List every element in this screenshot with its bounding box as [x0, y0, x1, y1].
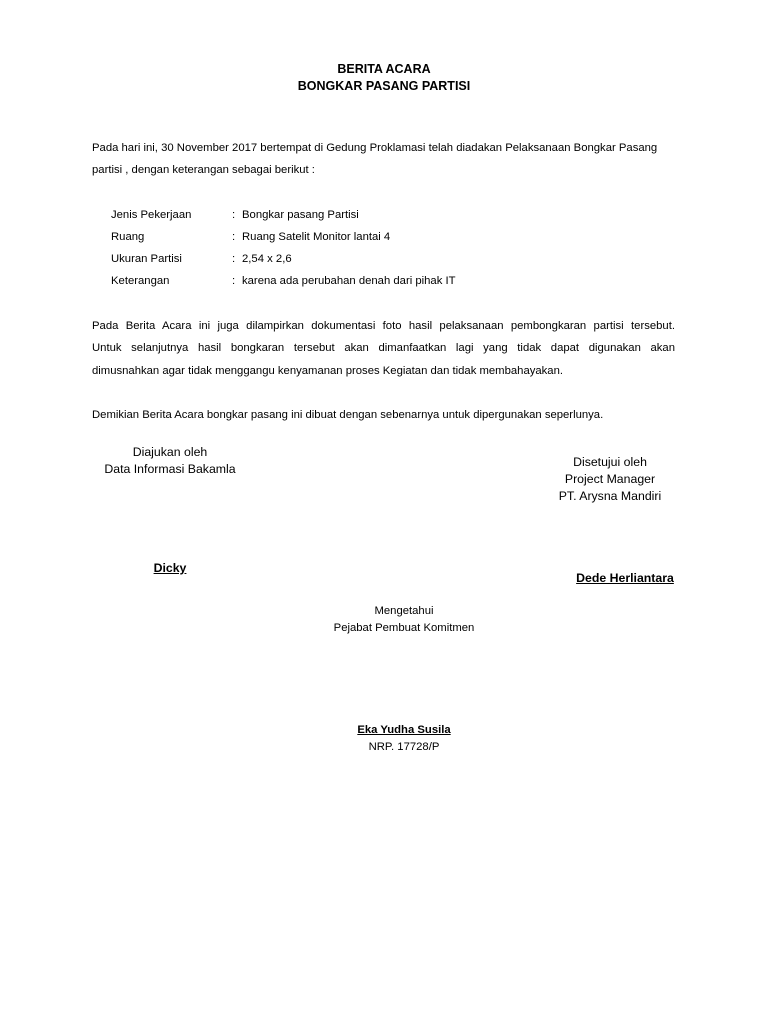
detail-colon: : [232, 275, 236, 287]
body-paragraph [92, 315, 675, 382]
document-subtitle: BONGKAR PASANG PARTISI [297, 79, 471, 93]
detail-label: Ukuran Partisi [111, 253, 182, 265]
document-title: BERITA ACARA [337, 62, 431, 76]
left-sign-organization: Data Informasi Bakamla [104, 462, 236, 476]
center-signatory [0, 722, 768, 756]
left-sign-caption: Diajukan oleh [132, 445, 208, 459]
center-sign-role: Pejabat Pembuat Komitmen [333, 622, 475, 634]
right-sign-role: Project Manager [564, 472, 656, 486]
body-line-1: Pada Berita Acara ini juga dilampirkan dokumentasi foto hasil pelaksanaan pembongkaran partisi tersebut. [92, 320, 675, 332]
detail-colon: : [232, 253, 236, 265]
center-sign-caption: Mengetahui [374, 605, 434, 617]
body-line-3: dimusnahkan agar tidak menggangu kenyamanan proses Kegiatan dan tidak membahayakan. [92, 364, 564, 377]
detail-value: Bongkar pasang Partisi [242, 209, 359, 221]
detail-value: Ruang Satelit Monitor lantai 4 [242, 231, 391, 243]
center-signatory-nrp: NRP. 17728/P [368, 741, 440, 753]
right-sign-caption: Disetujui oleh [573, 455, 647, 469]
intro-line-2: partisi , dengan keterangan sebagai berikut : [92, 164, 315, 177]
signature-block-center [0, 603, 768, 637]
intro-paragraph [92, 137, 675, 182]
signature-block-left [80, 444, 260, 478]
detail-label: Keterangan [111, 275, 170, 287]
detail-colon: : [232, 209, 236, 221]
intro-line-1: Pada hari ini, 30 November 2017 bertempat di Gedung Proklamasi telah diadakan Pelaksanaan Bongkar Pasang [92, 142, 658, 154]
center-signatory-name: Eka Yudha Susila [357, 724, 451, 736]
signature-block-right [520, 454, 700, 505]
right-sign-company: PT. Arysna Mandiri [558, 489, 662, 503]
detail-colon: : [232, 231, 236, 243]
detail-value: karena ada perubahan denah dari pihak IT [242, 275, 456, 287]
body-line-2: Untuk selanjutnya hasil bongkaran tersebut akan dimanfaatkan lagi yang tidak dapat digunakan akan [92, 342, 675, 355]
left-signatory-name: Dicky [153, 561, 187, 575]
closing-paragraph: Demikian Berita Acara bongkar pasang ini dibuat dengan sebenarnya untuk dipergunakan seperlunya. [92, 409, 604, 421]
detail-label: Jenis Pekerjaan [111, 209, 192, 221]
right-signatory-name: Dede Herliantara [576, 571, 674, 585]
detail-label: Ruang [111, 231, 145, 243]
detail-value: 2,54 x 2,6 [242, 253, 292, 265]
